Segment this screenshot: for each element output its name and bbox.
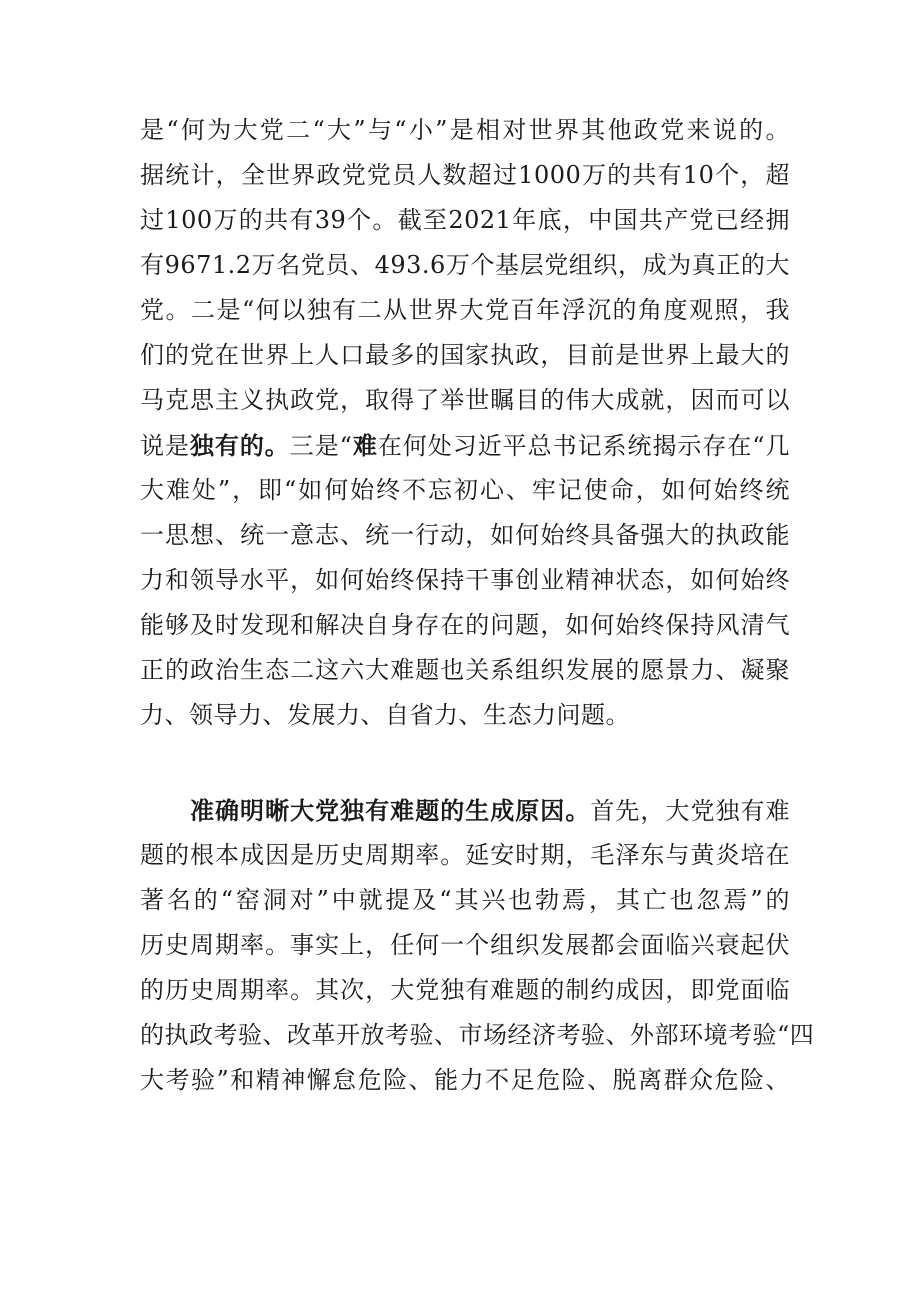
text-line: 们的党在世界上人口最多的国家执政，目前是世界上最大的 [140,341,790,369]
text-line: 题的根本成因是历史周期率。延安时期，毛泽东与黄炎培在 [140,841,790,869]
text-line: 一思想、统一意志、统一行动，如何始终具备强大的执政能 [140,521,790,549]
text-line: 据统计，全世界政党党员人数超过1000万的共有10个，超 [140,161,790,189]
bold-text-run: 独有的。 [189,431,290,460]
paragraph-heading: 准确明晰大党独有难题的生成原因。 [190,796,591,825]
text-run: 三是“ [289,432,353,460]
text-run: 首先，大党独有难 [590,797,791,825]
text-line: 历史周期率。事实上，任何一个组织发展都会面临兴衰起伏 [140,931,790,959]
text-run: 在何处习近平总书记系统揭示存在“几 [377,432,791,460]
text-line: 党。二是“何以独有二从世界大党百年浮沉的角度观照，我 [140,296,790,324]
text-line: 的执政考验、改革开放考验、市场经济考验、外部环境考验“四 [140,1021,815,1049]
text-line: 著名的“窑洞对”中就提及“其兴也勃焉，其亡也忽焉”的 [140,886,790,914]
text-line: 力、领导力、发展力、自省力、生态力问题。 [140,701,630,729]
bold-text-run: 难 [352,431,378,460]
text-line: 能够及时发现和解决自身存在的问题，如何始终保持风清气 [140,611,790,639]
paragraph-1 [140,108,790,738]
text-line: 马克思主义执政党，取得了举世瞩目的伟大成就，因而可以 [140,386,790,414]
paragraph-2 [140,788,815,1103]
text-line: 正的政治生态二这六大难题也关系组织发展的愿景力、凝聚 [140,656,790,684]
text-line [140,423,790,468]
text-line: 大难处”，即“如何始终不忘初心、牢记使命，如何始终统 [140,476,790,504]
text-line: 有9671.2万名党员、493.6万个基层党组织，成为真正的大 [140,251,790,279]
text-line: 过100万的共有39个。截至2021年底，中国共产党已经拥 [140,206,790,234]
text-line: 力和领导水平，如何始终保持干事创业精神状态，如何始终 [140,566,790,594]
text-run: 说是 [140,432,190,460]
text-line [140,788,790,833]
text-line: 大考验”和精神懈怠危险、能力不足危险、脱离群众危险、 [140,1066,790,1094]
text-line: 的历史周期率。其次，大党独有难题的制约成因，即党面临 [140,976,790,1004]
text-line: 是“何为大党二“大”与“小”是相对世界其他政党来说的。 [140,116,790,144]
